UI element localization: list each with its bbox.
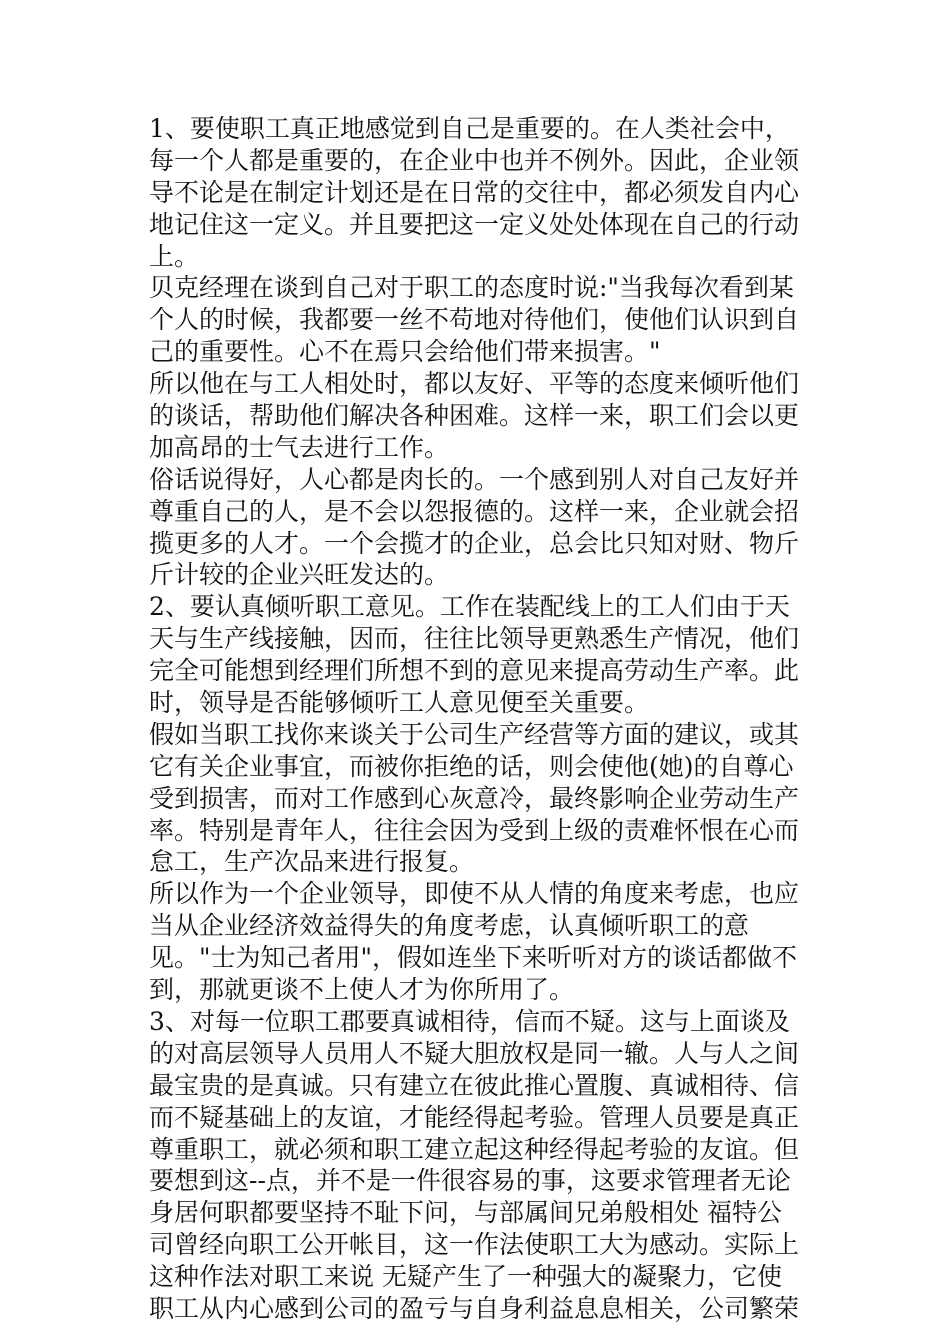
text-line: 当从企业经济效益得失的角度考虑，认真倾听职工的意	[149, 911, 750, 941]
text-line: 斤计较的企业兴旺发达的。	[149, 560, 450, 590]
text-line: 完全可能想到经理们所想不到的意见来提高劳动生产率。此	[149, 656, 800, 686]
text-line: 3、对每一位职工郡要真诚相待，信而不疑。这与上面谈及	[149, 1006, 790, 1036]
text-line: 揽更多的人才。一个会揽才的企业，总会比只知对财、物斤	[149, 528, 800, 558]
text-line: 职工从内心感到公司的盈亏与自身利益息息相关，公司繁荣	[149, 1293, 800, 1323]
text-line: 假如当职工找你来谈关于公司生产经营等方面的建议，或其	[149, 719, 800, 749]
text-line: 2、要认真倾听职工意见。工作在装配线上的工人们由于天	[149, 592, 790, 622]
text-line: 导不论是在制定计划还是在日常的交往中，都必须发自内心	[149, 177, 800, 207]
text-line: 的谈话，帮助他们解决各种困难。这样一来，职工们会以更	[149, 401, 800, 431]
text-line: 俗话说得好，人心都是肉长的。一个感到别人对自己友好并	[149, 464, 800, 494]
text-line: 1、要使职工真正地感觉到自己是重要的。在人类社会中，	[149, 114, 790, 143]
text-line: 所以他在与工人相处时，都以友好、平等的态度来倾听他们	[149, 369, 800, 399]
text-line: 贝克经理在谈到自己对于职工的态度时说:"当我每次看到某	[149, 273, 794, 303]
text-line: 受到损害，而对工作感到心灰意冷，最终影响企业劳动生产	[149, 783, 800, 813]
text-line: 到，那就更谈不上使人才为你所用了。	[149, 975, 575, 1005]
text-line: 个人的时候，我都要一丝不苟地对待他们，使他们认识到自	[149, 305, 800, 335]
body-text	[149, 113, 829, 1325]
text-line: 每一个人都是重要的，在企业中也并不例外。因此，企业领	[149, 145, 800, 175]
text-line: 上。	[149, 241, 200, 271]
text-line: 尊重自己的人，是不会以怨报德的。这样一来，企业就会招	[149, 496, 800, 526]
text-line: 要想到这--点，并不是一件很容易的事，这要求管理者无论	[149, 1166, 791, 1196]
text-line: 见。"士为知己者用"，假如连坐下来听听对方的谈话都做不	[149, 943, 798, 973]
text-line: 最宝贵的是真诚。只有建立在彼此推心置腹、真诚相待、信	[149, 1070, 800, 1100]
text-line: 率。特别是青年人，往往会因为受到上级的责难怀恨在心而	[149, 815, 800, 845]
text-line: 这种作法对职工来说 无疑产生了一种强大的凝聚力，它使	[149, 1262, 782, 1292]
text-line: 地记住这一定义。并且要把这一定义处处体现在自己的行动	[149, 209, 800, 239]
text-line: 的对高层领导人员用人不疑大胆放权是同一辙。人与人之间	[149, 1038, 800, 1068]
text-line: 加高昂的士气去进行工作。	[149, 432, 450, 462]
text-line: 身居何职都要坚持不耻下问，与部属间兄弟般相处 福特公	[149, 1198, 782, 1228]
text-line: 它有关企业事宜，而被你拒绝的话，则会使他(她)的自尊心	[149, 751, 794, 781]
text-line: 所以作为一个企业领导，即使不从人情的角度来考虑，也应	[149, 879, 800, 909]
text-line: 天与生产线接触，因而，往往比领导更熟悉生产情况，他们	[149, 624, 800, 654]
text-line: 尊重职工，就必须和职工建立起这种经得起考验的友谊。但	[149, 1134, 800, 1164]
text-line: 司曾经向职工公开帐目，这一作法使职工大为感动。实际上	[149, 1230, 800, 1260]
text-line: 己的重要性。心不在焉只会给他们带来损害。"	[149, 337, 661, 367]
text-line: 怠工，生产次品来进行报复。	[149, 847, 475, 877]
text-line: 而不疑基础上的友谊，才能经得起考验。管理人员要是真正	[149, 1102, 800, 1132]
text-line: 时，领导是否能够倾听工人意见便至关重要。	[149, 688, 650, 718]
